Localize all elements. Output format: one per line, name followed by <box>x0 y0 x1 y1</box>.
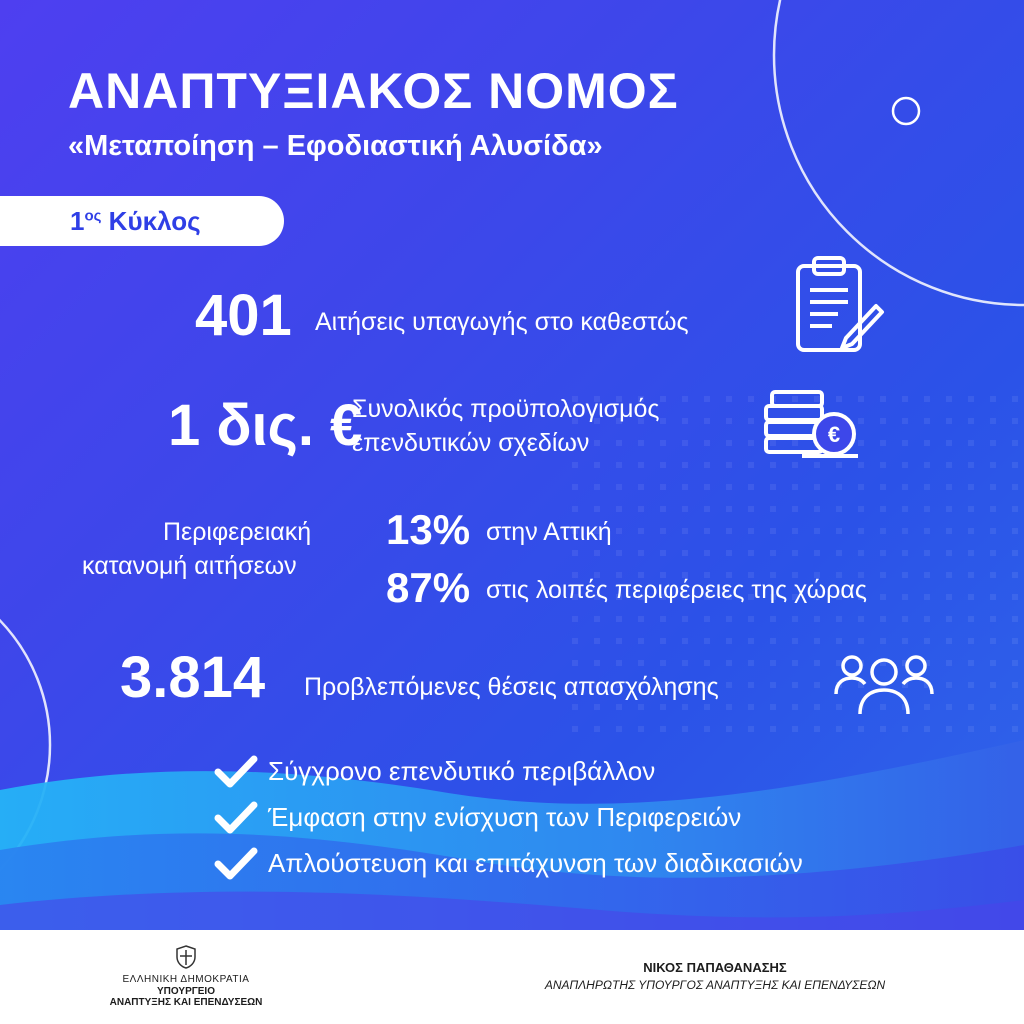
other-regions-label: στις λοιπές περιφέρειες της χώρας <box>486 576 867 604</box>
footer-minister-name: ΝΙΚΟΣ ΠΑΠΑΘΑΝΑΣΗΣ <box>643 960 787 975</box>
footer-minister-title: ΑΝΑΠΛΗΡΩΤΗΣ ΥΠΟΥΡΓΟΣ ΑΝΑΠΤΥΞΗΣ ΚΑΙ ΕΠΕΝΔΥΣΕΩΝ <box>544 978 886 992</box>
cycle-number: 1 <box>70 206 85 236</box>
feature-item-3: Απλούστευση και επιτάχυνση των διαδικασιών <box>268 848 803 878</box>
checkmark-icon <box>214 846 258 882</box>
checkmark-icon <box>214 800 258 836</box>
jobs-label: Προβλεπόμενες θέσεις απασχόλησης <box>304 673 719 701</box>
cycle-suffix: ος <box>84 207 102 225</box>
feature-item-1: Σύγχρονο επενδυτικό περιβάλλον <box>268 756 656 786</box>
footer-republic: ΕΛΛΗΝΙΚΗ ΔΗΜΟΚΡΑΤΙΑ <box>122 974 250 985</box>
checkmark-icon <box>214 754 258 790</box>
svg-text:€: € <box>827 422 841 447</box>
other-regions-percentage: 87% <box>386 564 471 611</box>
people-group-icon <box>832 650 936 720</box>
footer-ministry-line1: ΥΠΟΥΡΓΕΙΟ <box>157 986 215 997</box>
applications-label: Αιτήσεις υπαγωγής στο καθεστώς <box>315 308 689 336</box>
cycle-badge-text <box>70 206 201 237</box>
footer-ministry-line2: ΑΝΑΠΤΥΞΗΣ ΚΑΙ ΕΠΕΝΔΥΣΕΩΝ <box>109 997 263 1008</box>
attica-percentage: 13% <box>386 506 471 553</box>
budget-label-line1: Συνολικός προϋπολογισμός <box>352 395 660 423</box>
jobs-count: 3.814 <box>120 645 266 710</box>
clipboard-pen-icon <box>792 254 887 356</box>
greek-coat-of-arms-icon <box>174 944 198 970</box>
applications-count: 401 <box>195 283 292 348</box>
attica-label: στην Αττική <box>486 518 612 546</box>
footer <box>0 930 1024 1024</box>
cycle-badge <box>0 196 284 246</box>
coins-euro-icon <box>762 388 862 460</box>
budget-label-line2: επενδυτικών σχεδίων <box>352 429 590 457</box>
cycle-label: Κύκλος <box>108 206 201 236</box>
page-title: ΑΝΑΠΤΥΞΙΑΚΟΣ ΝΟΜΟΣ <box>68 63 679 119</box>
regional-label-line1: Περιφερειακή <box>163 518 312 546</box>
budget-value: 1 δις. € <box>168 393 363 458</box>
page-subtitle: «Μεταποίηση – Εφοδιαστική Αλυσίδα» <box>68 130 603 162</box>
feature-item-2: Έμφαση στην ενίσχυση των Περιφερειών <box>268 802 742 832</box>
regional-label-line2: κατανομή αιτήσεων <box>82 552 297 580</box>
